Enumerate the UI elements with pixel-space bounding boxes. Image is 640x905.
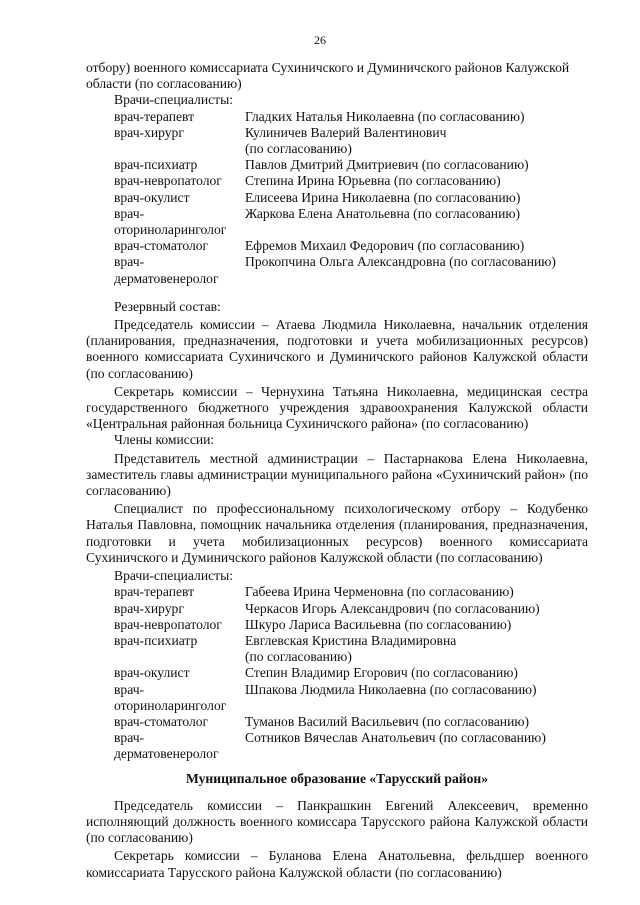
doctor-name-line: Елисеева Ирина Николаевна (по согласованию) — [245, 189, 521, 205]
doctor-name-line: Шкуро Лариса Васильевна (по согласованию) — [245, 616, 512, 632]
doctor-row — [86, 730, 588, 762]
doctors-label-reserve: Врачи-специалисты: — [114, 568, 233, 584]
doctor-role: врач-невропатолог — [114, 616, 222, 632]
doctor-role: врач-терапевт — [114, 108, 195, 124]
doctor-row — [86, 617, 588, 633]
intro-line-1: отбору) военного комиссариата Сухиничского и Думиничского районов Калужской — [86, 60, 570, 75]
doctor-role: врач-оториноларинголог — [114, 205, 227, 238]
doctor-name — [245, 157, 588, 173]
doctor-row — [86, 584, 588, 600]
doctor-name — [245, 206, 588, 238]
doctor-role: врач-оториноларинголог — [114, 681, 227, 713]
members-label: Члены комиссии: — [114, 432, 215, 448]
page-number: 26 — [314, 33, 326, 47]
reserve-specialist-paragraph: Специалист по профессиональному психологическому отбору – Кодубенко Наталья Павловна, помощник начальника отделения (планирования, предназначения, подготовки и учета мобилизационных ресурсов) военного комиссариата Сухиничского и Думиничского районов Калужской области (по согласованию) — [86, 501, 588, 565]
doctor-row — [86, 125, 588, 157]
doctor-name — [245, 665, 588, 681]
doctor-name-line: Габеева Ирина Черменовна (по согласованию) — [245, 584, 514, 600]
doctor-role: врач-стоматолог — [114, 238, 209, 254]
doctor-row — [86, 714, 588, 730]
doctor-name — [245, 238, 588, 254]
doctor-name — [245, 254, 588, 286]
doctor-row — [86, 206, 588, 238]
doctor-name-line: Павлов Дмитрий Дмитриевич (по согласованию) — [245, 157, 529, 173]
doctor-row — [86, 682, 588, 714]
reserve-label: Резервный состав: — [114, 298, 221, 314]
doctor-row — [86, 633, 588, 665]
doctors-list-main — [86, 109, 588, 287]
doctor-name — [245, 633, 588, 665]
tarusa-secretary-paragraph: Секретарь комиссии – Буланова Елена Анатольевна, фельдшер военного комиссариата Тарусского района Калужской области (по согласованию) — [86, 848, 588, 880]
doctor-name-line: Черкасов Игорь Александрович (по согласованию) — [245, 600, 540, 616]
reserve-chair-paragraph: Председатель комиссии – Атаева Людмила Николаевна, начальник отделения (планирования, предназначения, подготовки и учета мобилизационных ресурсов) военного комиссариата Сухиничского и Думиничского районов Калужской области (по согласованию) — [86, 317, 588, 381]
doctor-row — [86, 254, 588, 286]
doctor-name — [245, 125, 588, 157]
doctor-name-line: Степин Владимир Егорович (по согласованию) — [245, 665, 518, 681]
doctor-name-line: Кулиничев Валерий Валентинович — [245, 124, 447, 140]
doctor-name-line: Степина Ирина Юрьевна (по согласованию) — [245, 173, 501, 189]
doctor-name-line: Сотников Вячеслав Анатольевич (по согласованию) — [245, 730, 546, 746]
doctors-list-reserve — [86, 584, 588, 762]
doctor-name-line: Ефремов Михаил Федорович (по согласованию) — [245, 238, 525, 254]
doctor-name — [245, 109, 588, 125]
doctor-role: врач-окулист — [114, 189, 190, 205]
doctor-role: врач-психиатр — [114, 157, 198, 173]
doctor-row — [86, 157, 588, 173]
doctor-row — [86, 665, 588, 681]
doctor-name — [245, 601, 588, 617]
doctor-role: врач-психиатр — [114, 632, 198, 648]
doctor-row — [86, 238, 588, 254]
intro-line-2: области (по согласованию) — [86, 76, 242, 92]
doctor-role: врач-хирург — [114, 600, 184, 616]
reserve-secretary-paragraph: Секретарь комиссии – Чернухина Татьяна Николаевна, медицинская сестра государственного бюджетного учреждения здравоохранения Калужской области «Центральная районная больница Сухиничского района» (по согласованию) — [86, 383, 588, 432]
doctor-name-line: Шпакова Людмила Николаевна (по согласованию) — [245, 681, 537, 697]
doctor-row — [86, 173, 588, 189]
doctor-row — [86, 601, 588, 617]
tarusa-chair-paragraph: Председатель комиссии – Панкрашкин Евгений Алексеевич, временно исполняющий должность военного комиссара Тарусского района Калужской области (по согласованию) — [86, 797, 588, 846]
doctor-name — [245, 714, 588, 730]
reserve-admin-paragraph: Представитель местной администрации – Пастарнакова Елена Николаевна, заместитель главы администрации муниципального района «Сухиничский район» (по согласованию) — [86, 450, 588, 499]
doctor-role: врач-дерматовенеролог — [114, 730, 219, 762]
doctor-name-line: (по согласованию) — [245, 141, 352, 157]
doctor-name — [245, 730, 588, 762]
section-heading: Муниципальное образование «Тарусский район» — [185, 770, 489, 786]
doctor-role: врач-невропатолог — [114, 173, 222, 189]
doctor-role: врач-окулист — [114, 665, 190, 681]
doctor-row — [86, 190, 588, 206]
doctors-label-main: Врачи-специалисты: — [114, 92, 233, 108]
page-content — [86, 60, 588, 881]
doctor-role: врач-стоматолог — [114, 713, 209, 729]
doctor-name-line: Туманов Василий Васильевич (по согласованию) — [245, 713, 530, 729]
doctor-name-line: Евглевская Кристина Владимировна — [245, 632, 457, 648]
doctor-name — [245, 584, 588, 600]
doctor-role: врач-дерматовенеролог — [114, 254, 219, 286]
doctor-role: врач-хирург — [114, 124, 184, 140]
doctor-name-line: Жаркова Елена Анатольевна (по согласованию) — [245, 205, 521, 221]
doctor-name-line: Прокопчина Ольга Александровна (по согласованию) — [245, 254, 556, 270]
doctor-name — [245, 173, 588, 189]
doctor-name-line: Гладких Наталья Николаевна (по согласованию) — [245, 108, 525, 124]
doctor-name-line: (по согласованию) — [245, 649, 352, 665]
doctor-role: врач-терапевт — [114, 584, 195, 600]
doctor-row — [86, 109, 588, 125]
doctor-name — [245, 190, 588, 206]
doctor-name — [245, 617, 588, 633]
doctor-name — [245, 682, 588, 714]
